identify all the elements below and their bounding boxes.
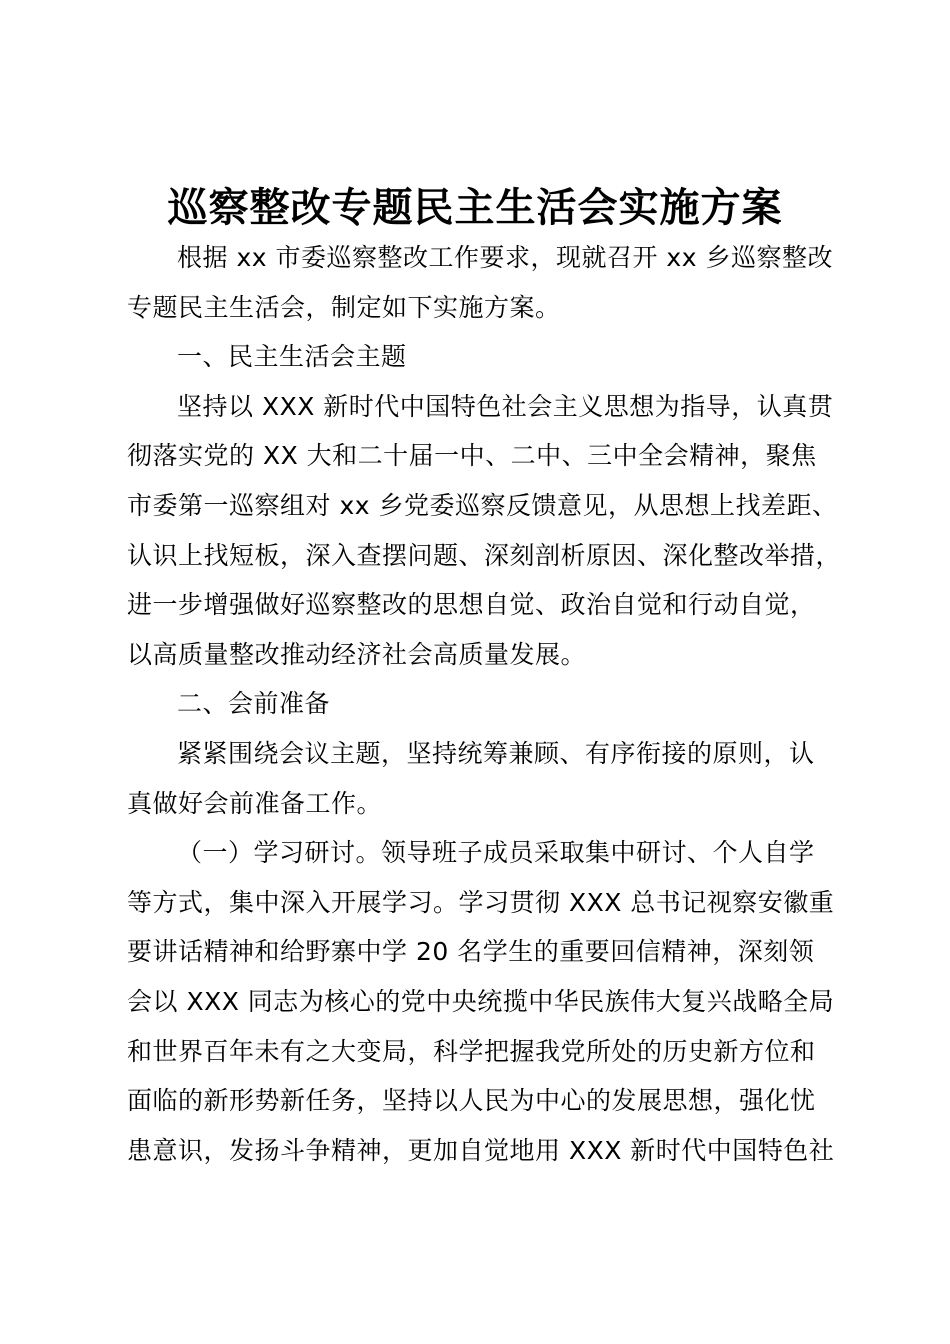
paragraph-line: （一）学习研讨。领导班子成员采取集中研讨、个人自学 bbox=[177, 838, 815, 868]
paragraph-line: 根据 xx 市委巡察整改工作要求，现就召开 xx 乡巡察整改 bbox=[177, 243, 833, 272]
paragraph-line: 面临的新形势新任务，坚持以人民为中心的发展思想，强化忧 bbox=[127, 1086, 816, 1116]
paragraph-line: 坚持以 XXX 新时代中国特色社会主义思想为指导，认真贯 bbox=[177, 391, 834, 421]
section-heading: 二、会前准备 bbox=[177, 689, 331, 719]
paragraph-line: 认识上找短板，深入查摆问题、深刻剖析原因、深化整改举措， bbox=[127, 540, 842, 570]
paragraph-line: 彻落实党的 XX 大和二十届一中、二中、三中全会精神，聚焦 bbox=[127, 441, 817, 471]
paragraph-line: 紧紧围绕会议主题，坚持统筹兼顾、有序衔接的原则，认 bbox=[177, 738, 815, 768]
document-body bbox=[127, 233, 849, 1175]
paragraph-line: 专题民主生活会，制定如下实施方案。 bbox=[127, 292, 561, 322]
paragraph-line: 市委第一巡察组对 xx 乡党委巡察反馈意见，从思想上找差距、 bbox=[127, 490, 838, 520]
paragraph-line: 等方式，集中深入开展学习。学习贯彻 XXX 总书记视察安徽重 bbox=[127, 887, 835, 917]
paragraph-line: 进一步增强做好巡察整改的思想自觉、政治自觉和行动自觉， bbox=[127, 590, 816, 620]
paragraph-line: 真做好会前准备工作。 bbox=[127, 788, 383, 818]
document-title: 巡察整改专题民主生活会实施方案 bbox=[167, 184, 783, 231]
paragraph-line: 会以 XXX 同志为核心的党中央统揽中华民族伟大复兴战略全局 bbox=[127, 986, 835, 1016]
paragraph-line: 和世界百年未有之大变局，科学把握我党所处的历史新方位和 bbox=[127, 1036, 816, 1066]
paragraph-line: 患意识，发扬斗争精神，更加自觉地用 XXX 新时代中国特色社 bbox=[127, 1135, 835, 1165]
section-heading: 一、民主生活会主题 bbox=[177, 342, 407, 372]
paragraph-line: 以高质量整改推动经济社会高质量发展。 bbox=[127, 639, 587, 669]
paragraph-line: 要讲话精神和给野寨中学 20 名学生的重要回信精神，深刻领 bbox=[127, 937, 815, 967]
